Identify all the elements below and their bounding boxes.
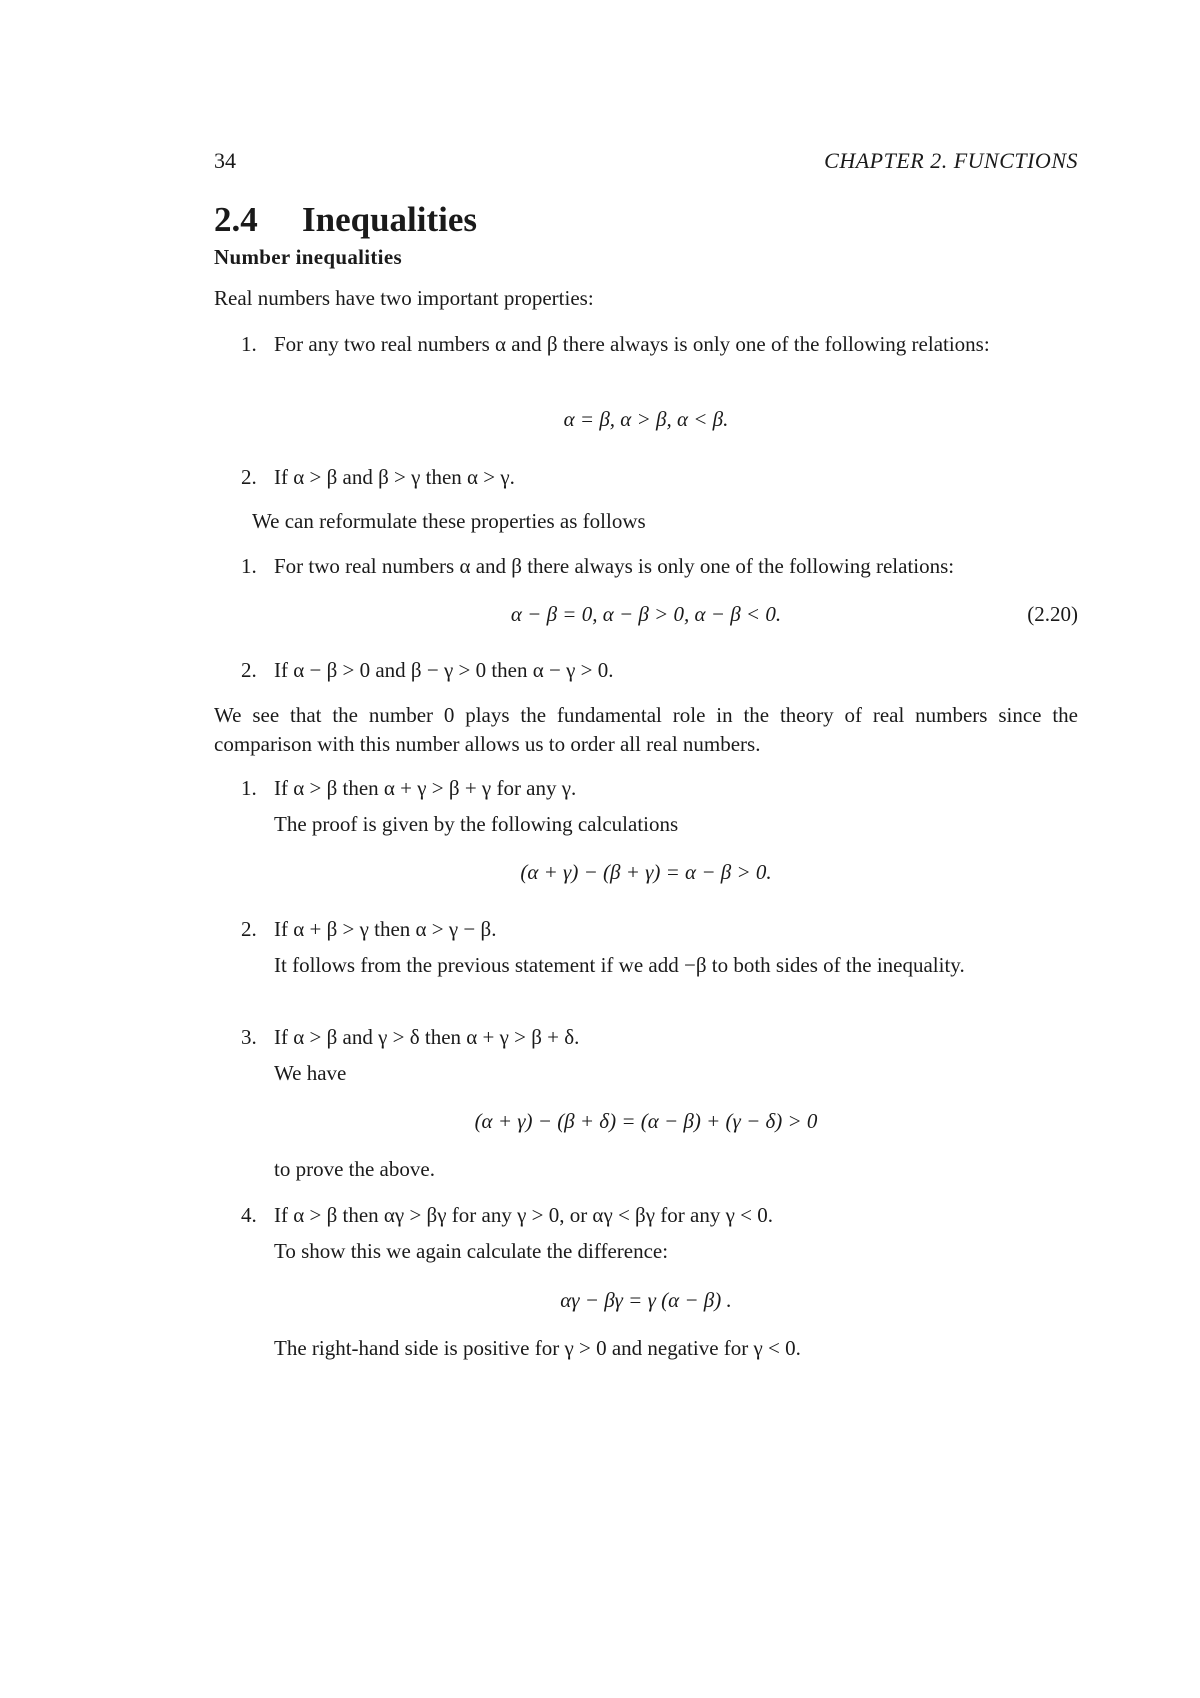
chapter-title: CHAPTER 2. FUNCTIONS: [824, 148, 1078, 173]
equation-tag: (2.20): [1027, 602, 1078, 626]
list-item: [214, 915, 1078, 944]
list-text: If α > β and β > γ then α > γ.: [274, 465, 515, 489]
list-number: 1.: [241, 332, 257, 356]
list-item: [214, 656, 1078, 685]
equation-text: α − β = 0, α − β > 0, α − β < 0.: [510, 602, 782, 626]
list-text: If α + β > γ then α > γ − β.: [274, 917, 497, 941]
proof-text: The proof is given by the following calculations: [274, 812, 679, 836]
proof-text: The right-hand side is positive for γ > 0 and negative for γ < 0.: [274, 1336, 801, 1360]
reformulate-paragraph: We can reformulate these properties as follows: [252, 509, 646, 533]
list-item: [214, 1023, 1078, 1052]
running-header: [214, 146, 1078, 176]
list-item: [214, 774, 1078, 803]
intro-paragraph: Real numbers have two important properties:: [214, 286, 594, 310]
page-number: 34: [214, 148, 236, 173]
section-number: 2.4: [214, 200, 258, 239]
list-text: If α > β and γ > δ then α + γ > β + δ.: [274, 1025, 580, 1049]
list-text: For two real numbers α and β there always is only one of the following relations:: [274, 554, 955, 578]
list-item: [214, 330, 1078, 359]
equation: (α + γ) − (β + δ) = (α − β) + (γ − δ) > 0: [474, 1109, 818, 1133]
list-number: 2.: [241, 917, 257, 941]
equation-relations: α = β, α > β, α < β.: [563, 407, 729, 431]
list-number: 1.: [241, 776, 257, 800]
list-number: 4.: [241, 1203, 257, 1227]
proof-text: To show this we again calculate the difference:: [274, 1239, 669, 1263]
proof-text: to prove the above.: [274, 1157, 435, 1181]
list-item: [214, 552, 1078, 581]
list-text: For any two real numbers α and β there always is only one of the following relations:: [274, 332, 990, 356]
proof-text: It follows from the previous statement if we add −β to both sides of the inequality.: [274, 953, 965, 977]
list-number: 2.: [241, 465, 257, 489]
equation: αγ − βγ = γ (α − β) .: [560, 1288, 732, 1312]
list-number: 3.: [241, 1025, 257, 1049]
equation: (α + γ) − (β + γ) = α − β > 0.: [520, 860, 772, 884]
list-item: [214, 463, 1078, 492]
list-number: 2.: [241, 658, 257, 682]
section-title: Inequalities: [302, 200, 478, 239]
zero-paragraph: We see that the number 0 plays the fundamental role in the theory of real numbers since the comparison with this number allows us to order all real numbers.: [214, 703, 1078, 756]
section-heading: [214, 198, 477, 242]
subsection-heading: Number inequalities: [214, 245, 402, 269]
list-item: [214, 1201, 1078, 1230]
proof-text: We have: [274, 1061, 347, 1085]
list-text: If α − β > 0 and β − γ > 0 then α − γ > 0.: [274, 658, 614, 682]
equation-2-20: [214, 600, 1078, 629]
list-text: If α > β then α + γ > β + γ for any γ.: [274, 776, 577, 800]
list-text: If α > β then αγ > βγ for any γ > 0, or αγ < βγ for any γ < 0.: [274, 1203, 773, 1227]
list-number: 1.: [241, 554, 257, 578]
